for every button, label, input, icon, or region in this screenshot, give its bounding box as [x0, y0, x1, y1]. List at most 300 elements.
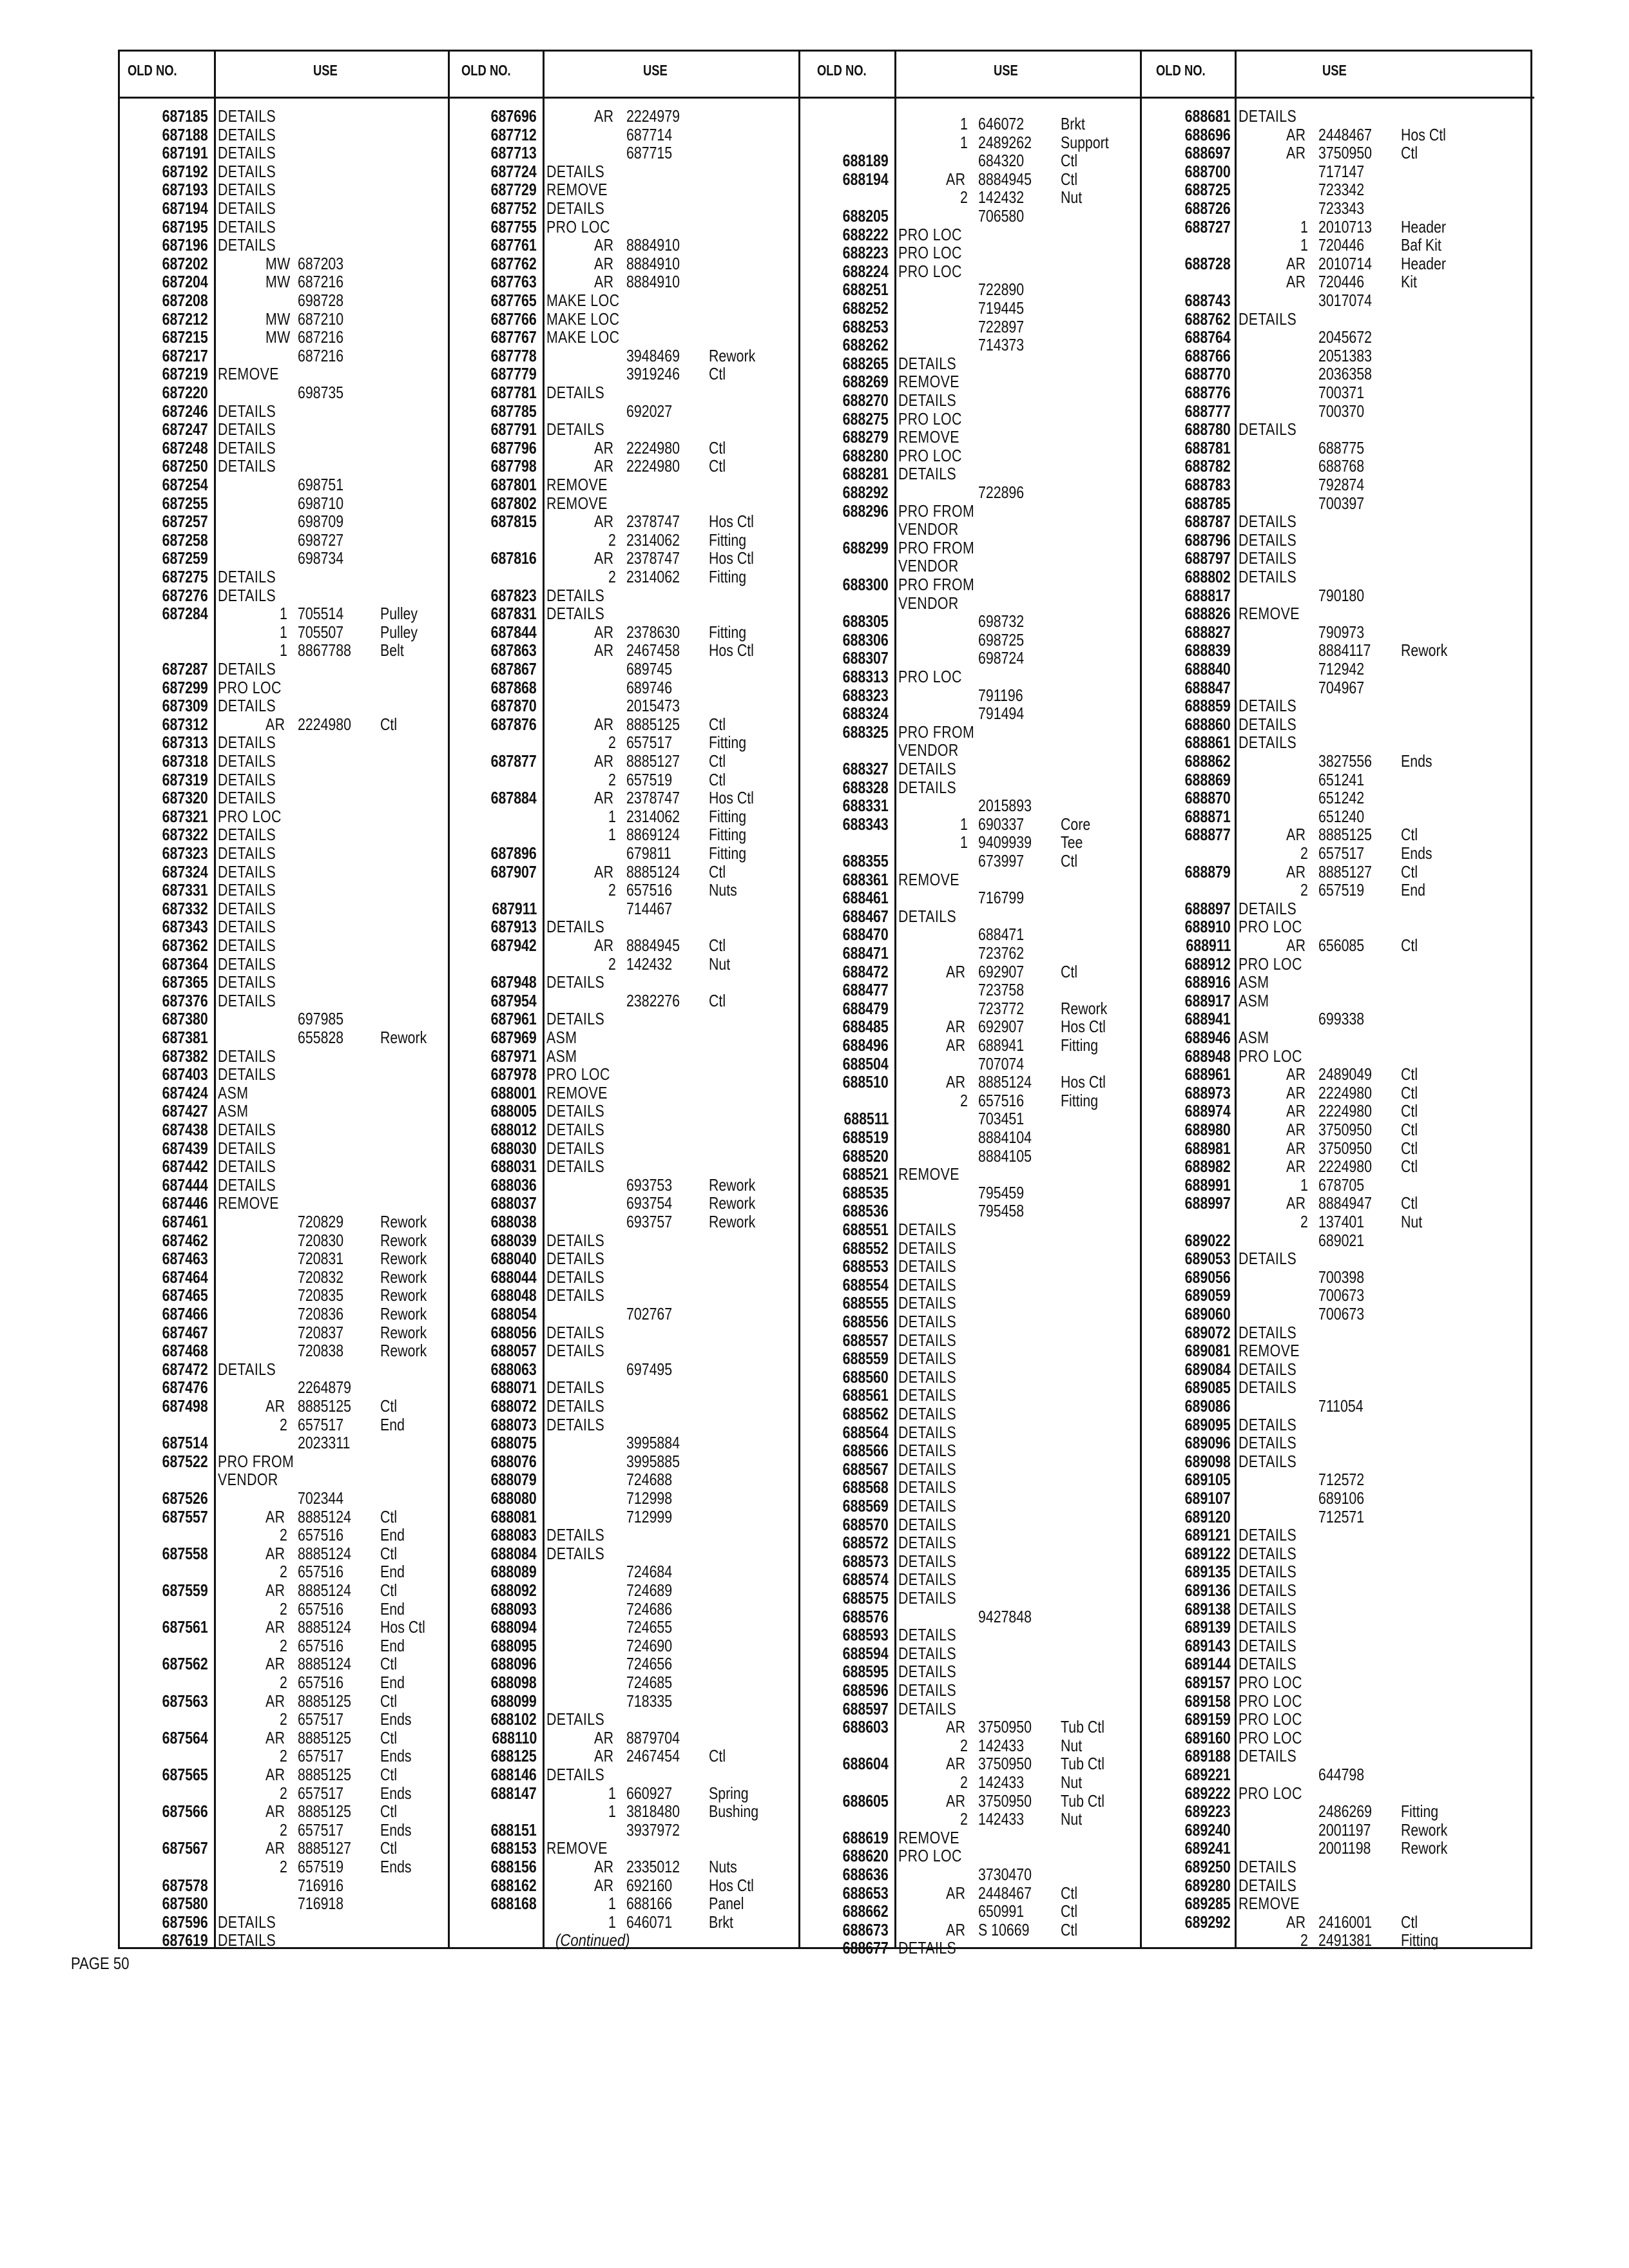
new-part-number: 3818480 — [626, 1802, 680, 1821]
table-row — [800, 428, 1140, 447]
new-part-number: 720838 — [298, 1341, 344, 1361]
table-row — [120, 568, 448, 586]
quantity: 2 — [1300, 843, 1309, 863]
table-row — [800, 723, 1140, 742]
use-keyword: DETAILS — [218, 696, 276, 716]
old-number: 688156 — [490, 1857, 537, 1876]
table-row — [1142, 1637, 1534, 1655]
old-number: 689280 — [1184, 1875, 1231, 1895]
table-row — [450, 420, 798, 439]
quantity: 2 — [608, 880, 617, 900]
old-number: 687868 — [490, 677, 537, 697]
use-keyword: REMOVE — [546, 493, 608, 513]
old-number: 687526 — [162, 1488, 208, 1508]
use-keyword: DETAILS — [898, 1662, 957, 1682]
old-number: 687781 — [490, 383, 537, 402]
quantity: 1 — [960, 832, 969, 852]
table-row — [800, 1312, 1140, 1331]
table-row — [800, 170, 1140, 189]
old-number: 689056 — [1184, 1267, 1231, 1287]
use-keyword: DETAILS — [1239, 1857, 1297, 1876]
new-part-number: 722896 — [978, 483, 1025, 502]
quantity: AR — [265, 714, 285, 734]
table-row — [1142, 733, 1534, 752]
table-row — [1142, 1434, 1534, 1452]
table-row — [120, 844, 448, 863]
part-description: Ctl — [1061, 851, 1078, 870]
table-row — [1142, 420, 1534, 439]
table-row — [120, 1489, 448, 1508]
new-part-number: 693757 — [626, 1212, 673, 1231]
old-number: 688897 — [1184, 898, 1231, 918]
use-keyword: REMOVE — [546, 1082, 608, 1102]
table-row — [120, 1102, 448, 1120]
old-number: 688092 — [490, 1581, 537, 1600]
use-keyword: DETAILS — [898, 1404, 957, 1423]
table-row — [120, 439, 448, 457]
old-number: 688781 — [1184, 437, 1231, 457]
part-description: Hos Ctl — [709, 548, 754, 568]
use-keyword: PRO FROM — [898, 575, 975, 594]
table-row — [800, 870, 1140, 889]
use-keyword: DETAILS — [1239, 1414, 1297, 1434]
new-part-number: 698735 — [298, 383, 344, 402]
table-row — [800, 1865, 1140, 1884]
table-row — [1142, 1176, 1534, 1195]
old-number: 688782 — [1184, 456, 1231, 476]
use-keyword: REMOVE — [1239, 1894, 1300, 1914]
old-number: 688110 — [492, 1727, 537, 1747]
table-row — [120, 1655, 448, 1673]
table-row — [450, 1231, 798, 1250]
part-description: Ctl — [1401, 143, 1418, 163]
old-number: 687461 — [162, 1212, 208, 1231]
use-keyword: DETAILS — [218, 936, 276, 955]
use-keyword: VENDOR — [898, 593, 959, 613]
part-description: Ctl — [709, 714, 726, 734]
use-keyword: DETAILS — [546, 1341, 605, 1361]
quantity: 2 — [280, 1673, 288, 1692]
old-number: 688075 — [490, 1433, 537, 1453]
use-keyword: DETAILS — [218, 235, 276, 255]
new-part-number: 8884105 — [978, 1146, 1032, 1166]
table-row — [800, 262, 1140, 281]
old-number: 688461 — [842, 888, 889, 908]
part-description: Nut — [1401, 1212, 1423, 1231]
use-keyword: ASM — [546, 1028, 577, 1047]
table-row — [120, 218, 448, 236]
table-row — [120, 697, 448, 715]
new-part-number: 714373 — [978, 335, 1025, 355]
old-number: 687318 — [162, 751, 208, 771]
new-part-number: 687216 — [298, 272, 344, 292]
use-keyword: DETAILS — [218, 1175, 276, 1195]
use-heading: USE — [643, 62, 668, 79]
old-number: 688496 — [842, 1035, 889, 1055]
new-part-number: 712942 — [1318, 659, 1365, 678]
table-row — [450, 1821, 798, 1840]
table-row — [1142, 660, 1534, 678]
table-row — [1142, 918, 1534, 936]
quantity: MW — [265, 327, 291, 347]
new-part-number: 698734 — [298, 548, 344, 568]
old-number: 688597 — [842, 1698, 889, 1718]
old-number: 689241 — [1184, 1838, 1231, 1858]
part-description: Ctl — [709, 769, 726, 789]
part-description: Ctl — [709, 936, 726, 955]
old-number: 687798 — [490, 456, 537, 476]
table-row — [450, 844, 798, 863]
use-keyword: DETAILS — [1239, 1599, 1297, 1619]
new-part-number: 8869124 — [626, 825, 680, 845]
old-number: 687444 — [162, 1175, 208, 1195]
old-number: 687257 — [162, 512, 208, 532]
use-keyword: PRO LOC — [218, 806, 282, 826]
quantity: AR — [594, 1727, 614, 1747]
old-number: 688305 — [842, 611, 889, 631]
table-row — [800, 1349, 1140, 1368]
part-description: Fitting — [709, 825, 747, 845]
new-part-number: 8884945 — [626, 936, 680, 955]
table-row — [450, 641, 798, 660]
use-keyword: DETAILS — [218, 198, 276, 218]
table-row — [450, 310, 798, 329]
old-number: 688948 — [1184, 1046, 1231, 1066]
table-row — [1142, 494, 1534, 513]
part-description: Rework — [380, 1028, 427, 1047]
new-part-number: 700370 — [1318, 401, 1365, 421]
new-part-number: 655828 — [298, 1028, 344, 1047]
table-row — [800, 1589, 1140, 1608]
table-row — [1142, 1673, 1534, 1692]
table-row — [450, 1710, 798, 1729]
old-number: 687954 — [490, 990, 537, 1010]
new-part-number: 723343 — [1318, 198, 1365, 218]
new-part-number: 692027 — [626, 401, 673, 421]
table-row — [800, 354, 1140, 373]
table-row — [800, 963, 1140, 981]
part-description: Rework — [709, 1175, 756, 1195]
old-number: 688827 — [1184, 622, 1231, 642]
table-row — [450, 1323, 798, 1342]
use-keyword: DETAILS — [546, 161, 605, 181]
part-description: Tee — [1061, 832, 1083, 852]
table-row — [800, 1700, 1140, 1718]
use-keyword: DETAILS — [898, 390, 957, 410]
use-keyword: MAKE LOC — [546, 291, 620, 310]
table-row — [1142, 641, 1534, 660]
old-number: 687791 — [490, 419, 537, 439]
old-number: 688012 — [490, 1120, 537, 1139]
old-number: 689139 — [1184, 1617, 1231, 1637]
old-number: 688224 — [842, 261, 889, 281]
old-number: 688574 — [842, 1570, 889, 1590]
table-row — [1142, 936, 1534, 955]
old-number: 687559 — [162, 1581, 208, 1600]
old-number: 687323 — [162, 843, 208, 863]
quantity: AR — [594, 788, 614, 808]
table-row — [120, 365, 448, 383]
table-row — [1142, 402, 1534, 421]
old-number: 688564 — [842, 1422, 889, 1442]
table-row — [800, 594, 1140, 613]
table-row — [1142, 1028, 1534, 1047]
new-part-number: 687714 — [626, 124, 673, 144]
use-keyword: DETAILS — [898, 1367, 957, 1387]
part-description: Tub Ctl — [1061, 1754, 1104, 1774]
quantity: AR — [594, 235, 614, 255]
new-part-number: 2491381 — [1318, 1930, 1373, 1950]
use-keyword: DETAILS — [898, 1680, 957, 1700]
quantity: 1 — [1300, 216, 1309, 236]
quantity: AR — [594, 548, 614, 568]
new-part-number: 8885125 — [298, 1802, 352, 1821]
table-row — [800, 1533, 1140, 1552]
use-keyword: DETAILS — [898, 1238, 957, 1258]
table-row — [120, 1581, 448, 1600]
part-description: Rework — [380, 1212, 427, 1231]
quantity: 1 — [280, 604, 288, 624]
part-description: Ctl — [709, 861, 726, 881]
table-row — [1142, 992, 1534, 1010]
table-row — [1142, 457, 1534, 476]
use-keyword: PRO FROM — [218, 1451, 294, 1471]
old-number: 688083 — [490, 1525, 537, 1545]
part-description: Hos Ctl — [380, 1617, 425, 1637]
new-part-number: 657516 — [298, 1635, 344, 1655]
new-part-number: 2378747 — [626, 548, 680, 568]
old-number: 687446 — [162, 1193, 208, 1213]
part-description: Ctl — [1401, 1912, 1418, 1932]
part-description: Tub Ctl — [1061, 1791, 1104, 1811]
use-keyword: PRO LOC — [546, 1064, 610, 1084]
old-number: 687465 — [162, 1285, 208, 1305]
table-row — [800, 999, 1140, 1018]
use-keyword: DETAILS — [1239, 512, 1297, 532]
old-number: 688573 — [842, 1551, 889, 1571]
old-number: 688030 — [490, 1138, 537, 1158]
old-number: 688559 — [842, 1349, 889, 1369]
table-row — [450, 199, 798, 218]
old-number: 687961 — [490, 1009, 537, 1029]
old-number: 688877 — [1184, 825, 1231, 845]
new-part-number: 700673 — [1318, 1304, 1365, 1323]
old-number: 688223 — [842, 243, 889, 263]
old-number: 687424 — [162, 1082, 208, 1102]
old-number: 687246 — [162, 401, 208, 421]
old-number: 689159 — [1184, 1709, 1231, 1729]
old-number: 688917 — [1184, 990, 1231, 1010]
new-part-number: 724685 — [626, 1673, 673, 1692]
table-row — [800, 778, 1140, 797]
use-keyword: DETAILS — [218, 1359, 276, 1379]
old-number: 689096 — [1184, 1433, 1231, 1453]
table-row — [1142, 236, 1534, 255]
new-part-number: 142433 — [978, 1809, 1025, 1829]
use-keyword: REMOVE — [1239, 604, 1300, 624]
new-part-number: 720835 — [298, 1285, 344, 1305]
table-row — [450, 236, 798, 255]
old-number: 688620 — [842, 1846, 889, 1866]
new-part-number: 650991 — [978, 1901, 1025, 1921]
part-description: Ctl — [709, 751, 726, 771]
table-row — [1142, 1489, 1534, 1508]
old-number: 687815 — [490, 512, 537, 532]
new-part-number: 2264879 — [298, 1378, 352, 1398]
old-no-heading: OLD NO. — [128, 62, 177, 79]
column-header — [120, 52, 448, 99]
old-number: 687403 — [162, 1064, 208, 1084]
old-number: 688327 — [842, 759, 889, 778]
table-row — [1142, 531, 1534, 550]
part-description: Ctl — [1401, 1064, 1418, 1084]
old-no-heading: OLD NO. — [1156, 62, 1206, 79]
part-description: Ctl — [1401, 1193, 1418, 1213]
old-number: 687896 — [490, 843, 537, 863]
table-row — [800, 1405, 1140, 1423]
use-keyword: REMOVE — [898, 1827, 959, 1847]
table-row — [800, 1829, 1140, 1847]
old-number: 687785 — [490, 401, 537, 421]
use-heading: USE — [1322, 62, 1347, 79]
table-row — [120, 531, 448, 550]
table-row — [450, 697, 798, 715]
old-number: 689136 — [1184, 1581, 1231, 1600]
new-part-number: 2045672 — [1318, 327, 1373, 347]
quantity: AR — [594, 456, 614, 476]
old-number: 688162 — [490, 1875, 537, 1895]
old-number: 687192 — [162, 161, 208, 181]
use-keyword: DETAILS — [218, 585, 276, 605]
table-row — [1142, 273, 1534, 291]
old-number: 688313 — [842, 667, 889, 686]
old-number: 688081 — [490, 1506, 537, 1526]
use-keyword: DETAILS — [546, 917, 605, 937]
quantity: AR — [594, 106, 614, 126]
use-keyword: DETAILS — [546, 1285, 605, 1305]
table-row — [120, 1692, 448, 1711]
table-row — [1142, 1710, 1534, 1729]
quantity: 1 — [608, 1802, 617, 1821]
table-row — [120, 1139, 448, 1158]
use-keyword: DETAILS — [218, 1064, 276, 1084]
quantity: 1 — [280, 640, 288, 660]
table-row — [1142, 825, 1534, 844]
old-number: 688780 — [1184, 419, 1231, 439]
new-part-number: 657517 — [298, 1783, 344, 1803]
old-number: 688520 — [842, 1146, 889, 1166]
table-row — [120, 1286, 448, 1305]
quantity: AR — [265, 1765, 285, 1784]
old-number: 687969 — [490, 1028, 537, 1047]
part-description: Rework — [1061, 998, 1108, 1018]
quantity: 2 — [960, 1090, 969, 1110]
table-row — [1142, 1084, 1534, 1102]
old-number: 688572 — [842, 1533, 889, 1553]
table-row — [450, 162, 798, 181]
table-row — [1142, 955, 1534, 974]
quantity: AR — [594, 1857, 614, 1876]
quantity: AR — [1286, 253, 1306, 273]
part-description: End — [380, 1525, 405, 1545]
part-description: Rework — [380, 1322, 427, 1342]
new-part-number: 723758 — [978, 980, 1025, 1000]
use-keyword: DETAILS — [546, 1267, 605, 1287]
use-keyword: DETAILS — [1239, 1543, 1297, 1563]
use-keyword: DETAILS — [1239, 696, 1297, 716]
part-description: Ends — [380, 1709, 412, 1729]
old-number: 688605 — [842, 1791, 889, 1811]
old-number: 689143 — [1184, 1635, 1231, 1655]
table-row — [1142, 1397, 1534, 1416]
new-part-number: 3995885 — [626, 1451, 680, 1471]
use-keyword: DETAILS — [898, 1385, 957, 1405]
table-row — [800, 1608, 1140, 1626]
old-number: 688870 — [1184, 788, 1231, 808]
part-description: Hos Ctl — [709, 1875, 754, 1895]
new-part-number: 698728 — [298, 291, 344, 310]
old-number: 688826 — [1184, 604, 1231, 624]
part-description: Ctl — [1061, 1901, 1078, 1921]
table-row — [450, 494, 798, 513]
old-number: 688005 — [490, 1101, 537, 1121]
use-keyword: DETAILS — [1239, 1617, 1297, 1637]
old-number: 688479 — [842, 998, 889, 1018]
table-row — [120, 1378, 448, 1397]
table-row — [450, 1157, 798, 1176]
part-description: Nut — [1061, 1773, 1083, 1792]
old-number: 688743 — [1184, 291, 1231, 310]
quantity: MW — [265, 272, 291, 292]
quantity: AR — [1286, 1064, 1306, 1084]
quantity: AR — [594, 253, 614, 273]
new-part-number: 8885124 — [298, 1506, 352, 1526]
old-number: 688725 — [1184, 180, 1231, 200]
old-number: 688072 — [490, 1396, 537, 1416]
part-description: Brkt — [1061, 114, 1085, 133]
table-row — [450, 623, 798, 642]
old-number: 687566 — [162, 1802, 208, 1821]
old-number: 689223 — [1184, 1802, 1231, 1821]
old-number: 687247 — [162, 419, 208, 439]
new-part-number: 8885127 — [1318, 861, 1373, 881]
table-row — [1142, 1508, 1534, 1526]
new-part-number: 8885124 — [298, 1581, 352, 1600]
table-row — [450, 1618, 798, 1637]
old-number: 687195 — [162, 216, 208, 236]
old-number: 687578 — [162, 1875, 208, 1895]
new-part-number: 137401 — [1318, 1212, 1365, 1231]
old-number: 687522 — [162, 1451, 208, 1471]
old-number: 688785 — [1184, 493, 1231, 513]
table-row — [120, 1931, 448, 1950]
quantity: AR — [1286, 1101, 1306, 1121]
new-part-number: 2378747 — [626, 512, 680, 532]
new-part-number: 657519 — [626, 769, 673, 789]
table-row — [120, 476, 448, 494]
part-description: Fitting — [709, 733, 747, 753]
part-description: Ctl — [1401, 1101, 1418, 1121]
new-part-number: 792874 — [1318, 475, 1365, 494]
table-row — [120, 107, 448, 126]
old-number: 688553 — [842, 1256, 889, 1276]
table-row — [800, 151, 1140, 170]
table-row — [1142, 1600, 1534, 1619]
table-row — [800, 1128, 1140, 1147]
new-part-number: 720446 — [1318, 235, 1365, 255]
old-number: 687364 — [162, 954, 208, 974]
table-row — [800, 1570, 1140, 1589]
